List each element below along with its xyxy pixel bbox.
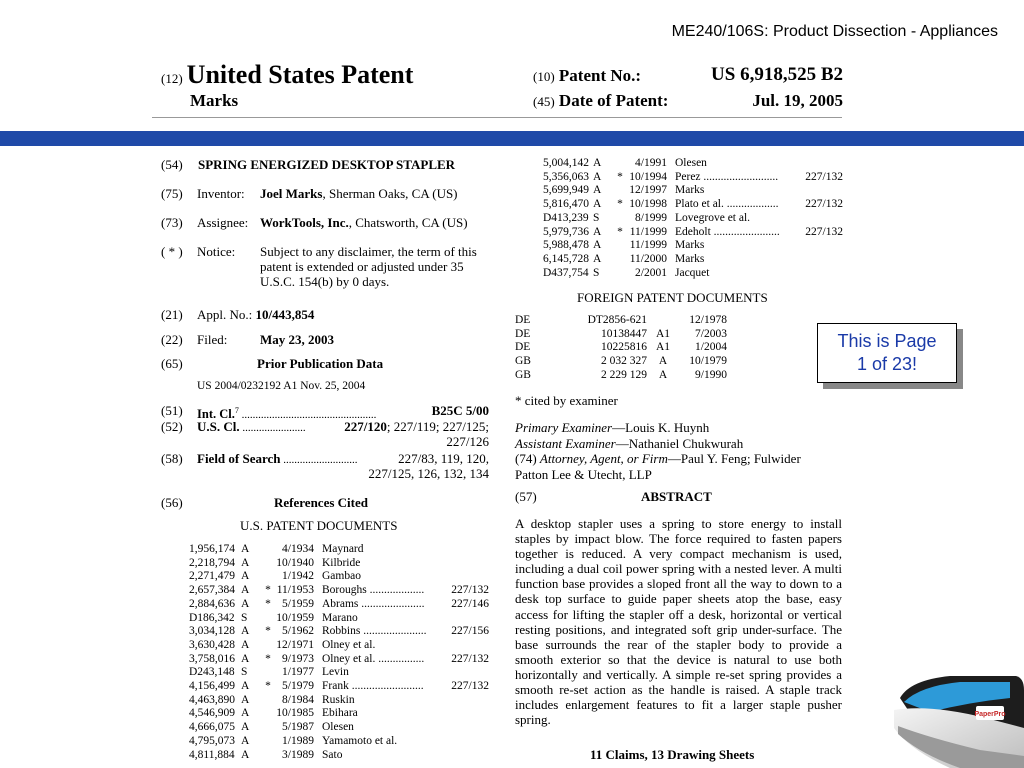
assignee-label: Assignee: — [197, 215, 249, 230]
ref-star — [615, 239, 625, 253]
ref-class — [434, 694, 489, 708]
ref-date: 10/1985 — [276, 707, 314, 720]
reference-row — [543, 212, 843, 226]
ref-number: 4,546,909 — [189, 707, 235, 720]
ref-kind: S — [593, 211, 600, 224]
foreign-kind: A1 — [655, 327, 671, 340]
ref-number: D437,754 — [543, 266, 589, 279]
ref-inventor: Perez .......................... — [675, 170, 779, 183]
foreign-number: 10225816 — [601, 341, 647, 354]
callout-line2: 1 of 23! — [856, 354, 918, 374]
ref-number: 5,356,063 — [543, 170, 589, 183]
ref-kind: A — [593, 198, 602, 211]
ref-star: * — [265, 625, 271, 638]
field-code: (75) — [161, 186, 183, 201]
notice-line: patent is extended or adjusted under 35 — [260, 259, 464, 274]
foreign-number: DT2856-621 — [587, 314, 647, 326]
page-callout — [817, 323, 957, 383]
ref-star — [263, 707, 273, 721]
ref-class — [788, 157, 843, 171]
patent-header-left — [161, 60, 413, 90]
int-cl-label: Int. Cl. — [197, 407, 235, 422]
ref-date: 11/1999 — [629, 225, 667, 238]
foreign-kind: A1 — [655, 341, 671, 354]
foreign-country: DE — [515, 327, 531, 340]
ref-star — [263, 543, 273, 557]
ref-kind: A — [241, 570, 250, 583]
ref-date: 10/1940 — [276, 556, 314, 569]
reference-row — [189, 721, 489, 735]
ref-star — [263, 694, 273, 708]
filed-label: Filed: — [197, 332, 228, 347]
stapler-image — [890, 668, 1024, 768]
course-title: ME240/106S: Product Dissection - Appliances — [671, 23, 998, 40]
reference-row — [543, 198, 843, 212]
ref-kind: A — [241, 556, 250, 569]
us-cl-primary: 227/120 — [344, 419, 387, 434]
ref-number: 2,218,794 — [189, 556, 235, 569]
ref-date: 5/1962 — [282, 625, 314, 638]
leader-dots: ................................................. — [238, 409, 377, 422]
ref-number: 5,816,470 — [543, 198, 589, 211]
foreign-country: GB — [515, 355, 531, 368]
foreign-country: DE — [515, 314, 531, 326]
foreign-date: 7/2003 — [695, 327, 727, 340]
int-cl-sup: 7 — [234, 406, 239, 415]
ref-inventor: Olney et al. — [322, 638, 376, 651]
attorney-line1: —Paul Y. Feng; Fulwider — [667, 451, 801, 466]
ref-number: 4,811,884 — [189, 748, 235, 761]
foreign-date: 10/1979 — [689, 355, 727, 368]
foreign-country: GB — [515, 368, 531, 381]
ref-number: 6,145,728 — [543, 252, 589, 265]
ref-date: 1/1942 — [282, 570, 314, 583]
ref-star — [615, 212, 625, 226]
ref-date: 12/1971 — [276, 638, 314, 651]
ref-date: 11/1953 — [276, 584, 314, 597]
ref-inventor: Kilbride — [322, 556, 361, 569]
reference-row — [543, 171, 843, 185]
notice — [161, 244, 491, 289]
us-cl-secondary: ; 227/119; 227/125; — [386, 419, 489, 434]
reference-row — [543, 157, 843, 171]
foreign-references-table — [515, 314, 727, 383]
ref-date: 10/1994 — [629, 170, 667, 183]
leader-dots: ........................... — [280, 454, 358, 466]
reference-row — [189, 653, 489, 667]
reference-row — [189, 557, 489, 571]
ref-kind: A — [241, 721, 250, 734]
ref-number: 3,034,128 — [189, 625, 235, 638]
filed-date: May 23, 2003 — [260, 332, 335, 347]
ref-kind: S — [241, 666, 248, 679]
ref-kind: A — [241, 734, 250, 747]
foreign-kind: A — [658, 355, 668, 368]
ref-inventor: Jacquet — [675, 266, 710, 279]
assignee-location: , Chatsworth, CA (US) — [348, 215, 468, 230]
foreign-date: 9/1990 — [695, 368, 727, 381]
ref-class: 227/132 — [451, 652, 489, 665]
ref-kind: A — [241, 638, 250, 651]
ref-date: 8/1984 — [282, 693, 314, 706]
ref-kind: A — [241, 584, 250, 597]
reference-row — [543, 239, 843, 253]
us-references-table-cont — [543, 157, 843, 280]
field-code: (52) — [161, 419, 183, 434]
reference-row — [515, 369, 727, 383]
ref-number: 3,758,016 — [189, 652, 235, 665]
ref-kind: A — [241, 707, 250, 720]
ref-number: 4,156,499 — [189, 680, 235, 693]
ref-date: 4/1991 — [635, 157, 667, 169]
ref-class: 227/156 — [451, 625, 489, 638]
ref-kind: A — [593, 184, 602, 197]
ref-inventor: Plato et al. .................. — [675, 198, 779, 211]
field-code: (56) — [161, 495, 183, 510]
ref-star — [263, 612, 273, 626]
ref-date: 9/1973 — [282, 652, 314, 665]
ref-star: * — [265, 597, 271, 610]
us-cl-line2: 227/126 — [446, 434, 489, 449]
ref-class — [434, 666, 489, 680]
ref-star — [263, 721, 273, 735]
ref-number: 5,988,478 — [543, 239, 589, 252]
field-75 — [161, 186, 491, 201]
ref-class — [434, 543, 489, 557]
header-divider — [152, 117, 842, 118]
ref-inventor: Olesen — [322, 721, 354, 734]
reference-row — [515, 341, 727, 355]
ref-kind: A — [241, 597, 250, 610]
reference-row — [515, 355, 727, 369]
patent-number: US 6,918,525 B2 — [711, 64, 843, 85]
reference-row — [543, 253, 843, 267]
reference-row — [189, 666, 489, 680]
field-21 — [161, 307, 491, 322]
ref-star — [263, 666, 273, 680]
inventor-label: Inventor: — [197, 186, 245, 201]
field-code: (73) — [161, 215, 183, 230]
ref-inventor: Olney et al. ................ — [322, 652, 425, 665]
ref-class — [788, 239, 843, 253]
foreign-date: 12/1978 — [689, 314, 727, 326]
ref-number: 2,657,384 — [189, 584, 235, 597]
ref-inventor: Lovegrove et al. — [675, 211, 751, 224]
ref-number: 5,699,949 — [543, 184, 589, 197]
ref-inventor: Sato — [322, 748, 343, 761]
ref-inventor: Edeholt ....................... — [675, 225, 780, 238]
ref-date: 1/1989 — [282, 734, 314, 747]
reference-row — [515, 328, 727, 342]
ref-kind: S — [593, 266, 600, 279]
ref-inventor: Ebihara — [322, 707, 358, 720]
us-cl-label: U.S. Cl. — [197, 419, 240, 434]
ref-date: 5/1987 — [282, 721, 314, 734]
search-line2: 227/125, 126, 132, 134 — [368, 466, 489, 481]
foreign-kind — [647, 314, 675, 328]
invention-title: SPRING ENERGIZED DESKTOP STAPLER — [198, 157, 456, 172]
prior-pub-value: US 2004/0232192 A1 Nov. 25, 2004 — [197, 380, 366, 392]
slide-band — [0, 131, 1024, 146]
ref-kind: A — [593, 170, 602, 183]
inventor-location: , Sherman Oaks, CA (US) — [322, 186, 458, 201]
reference-row — [189, 584, 489, 598]
field-51 — [161, 403, 489, 422]
ref-kind: A — [241, 748, 250, 761]
reference-row — [543, 226, 843, 240]
ref-number: D186,342 — [189, 611, 235, 624]
ref-number: D243,148 — [189, 666, 235, 679]
field-code: (22) — [161, 332, 183, 347]
assistant-examiner-label: Assistant Examiner — [515, 435, 616, 451]
field-code: (57) — [515, 489, 537, 504]
leader-dots: ....................... — [239, 422, 306, 434]
ref-kind: A — [593, 252, 602, 265]
field-56 — [161, 495, 489, 510]
ref-inventor: Marks — [675, 239, 705, 252]
assignee-name: WorkTools, Inc. — [260, 215, 349, 230]
ref-number: 4,666,075 — [189, 721, 235, 734]
prior-pub-title: Prior Publication Data — [257, 356, 384, 371]
ref-kind: A — [241, 693, 250, 706]
reference-row — [189, 707, 489, 721]
notice-line: Subject to any disclaimer, the term of this — [260, 244, 477, 259]
reference-row — [189, 570, 489, 584]
ref-class — [434, 707, 489, 721]
ref-inventor: Olesen — [675, 157, 707, 169]
claims-summary — [590, 747, 754, 762]
ref-date: 5/1979 — [282, 680, 314, 693]
reference-row — [543, 267, 843, 281]
ref-kind: A — [241, 680, 250, 693]
ref-star: * — [617, 170, 623, 183]
field-58 — [161, 451, 489, 481]
appl-number: 10/443,854 — [255, 307, 315, 322]
ref-number: D413,239 — [543, 211, 589, 224]
field-65 — [161, 356, 491, 371]
appl-label: Appl. No.: — [197, 307, 253, 322]
reference-row — [189, 598, 489, 612]
ref-class: 227/132 — [451, 584, 489, 597]
ref-class — [434, 612, 489, 626]
ref-star — [615, 267, 625, 281]
ref-class — [434, 557, 489, 571]
ref-inventor: Gambao — [322, 570, 361, 583]
claims-text: 11 Claims, 13 Drawing Sheets — [590, 747, 755, 762]
ref-star: * — [617, 198, 623, 211]
code-10: (10) — [533, 69, 555, 84]
ref-inventor: Marks — [675, 252, 705, 265]
field-code: (21) — [161, 307, 183, 322]
ref-kind: A — [593, 239, 602, 252]
ref-date: 12/1997 — [629, 184, 667, 197]
us-references-table — [189, 543, 489, 762]
ref-inventor: Boroughs ................... — [322, 584, 425, 597]
ref-number: 1,956,174 — [189, 543, 235, 555]
ref-number: 4,795,073 — [189, 734, 235, 747]
ref-kind: A — [241, 652, 250, 665]
ref-date: 3/1989 — [282, 748, 314, 761]
ref-star — [263, 749, 273, 763]
ref-star: * — [617, 225, 623, 238]
ref-class: 227/132 — [805, 198, 843, 211]
reference-row — [189, 694, 489, 708]
foreign-kind: A — [658, 368, 668, 381]
ref-number: 3,630,428 — [189, 638, 235, 651]
ref-date: 11/2000 — [629, 252, 667, 265]
us-docs-title: U.S. PATENT DOCUMENTS — [240, 518, 398, 533]
ref-class — [788, 212, 843, 226]
reference-row — [189, 612, 489, 626]
ref-kind: A — [241, 625, 250, 638]
ref-date: 8/1999 — [635, 211, 667, 224]
inventor-name: Joel Marks — [260, 186, 323, 201]
ref-date: 10/1959 — [276, 611, 314, 624]
field-52 — [161, 419, 489, 449]
foreign-date: 1/2004 — [695, 341, 727, 354]
references-title: References Cited — [274, 495, 368, 510]
ref-date: 5/1959 — [282, 597, 314, 610]
field-code: (65) — [161, 356, 183, 371]
reference-row — [515, 314, 727, 328]
ref-number: 2,271,479 — [189, 570, 235, 583]
ref-class — [788, 267, 843, 281]
field-73 — [161, 215, 491, 230]
reference-row — [189, 543, 489, 557]
ref-inventor: Marks — [675, 184, 705, 197]
ref-class — [434, 570, 489, 584]
search-line1: 227/83, 119, 120, — [398, 451, 489, 466]
field-22 — [161, 332, 491, 347]
field-54 — [161, 157, 456, 172]
ref-class — [434, 721, 489, 735]
ref-inventor: Ruskin — [322, 693, 355, 706]
code-45: (45) — [533, 94, 555, 109]
ref-inventor: Levin — [322, 666, 349, 679]
foreign-number: 2 032 327 — [601, 355, 647, 368]
field-code: (58) — [161, 451, 183, 466]
foreign-number: 10138447 — [601, 327, 647, 340]
patent-number-row — [533, 66, 843, 86]
ref-date: 11/1999 — [629, 239, 667, 252]
callout-line1: This is Page — [837, 331, 937, 351]
ref-date: 1/1977 — [282, 666, 314, 679]
ref-star — [615, 157, 625, 171]
ref-star — [263, 639, 273, 653]
ref-star: * — [265, 652, 271, 665]
ref-date: 10/1998 — [629, 198, 667, 211]
ref-class: 227/132 — [805, 225, 843, 238]
patent-number-label: Patent No.: — [558, 66, 642, 85]
reference-row — [189, 735, 489, 749]
stapler-logo: PaperPro — [974, 711, 1006, 718]
ref-star — [263, 735, 273, 749]
ref-number: 4,463,890 — [189, 693, 235, 706]
attorney-label: Attorney, Agent, or Firm — [539, 451, 668, 466]
ref-inventor: Robbins ...................... — [322, 625, 427, 638]
ref-star — [263, 557, 273, 571]
ref-inventor: Abrams ...................... — [322, 597, 425, 610]
ref-class: 227/146 — [451, 597, 489, 610]
ref-number: 5,979,736 — [543, 225, 589, 238]
field-code: (51) — [161, 403, 183, 418]
cited-by-examiner: * cited by examiner — [515, 393, 618, 408]
ref-star — [615, 253, 625, 267]
ref-class — [434, 639, 489, 653]
ref-inventor: Marano — [322, 611, 358, 624]
ref-star: * — [265, 680, 271, 693]
attorney-code: (74) — [515, 451, 540, 466]
abstract-header — [515, 489, 842, 504]
patent-date: Jul. 19, 2005 — [752, 91, 843, 110]
ref-number: 2,884,636 — [189, 597, 235, 610]
ref-kind: A — [593, 225, 602, 238]
abstract-text: A desktop stapler uses a spring to store energy to install staples by impact blow. The force required to fasten papers together is reduced. A very compact mechanism is used, including a dual coil power spring with a nested lever. A multi function base provides a sloped front all the way to down to a desk top surface to guide paper sheets atop the base, easy access for lifting the stapler off a desk, horizontal or vertical resting positions, and integrated soft grip under-surface. The base surrounds the rear of the stapler body to provide a smooth exterior so that the device is natural to use both horizontally and vertically. A simple re-set spring provides a smooth re-set action as the handle is raised. A staple track includes enlargement features to fit a larger staple pusher spring. — [515, 516, 842, 728]
ref-number: 5,004,142 — [543, 157, 589, 169]
ref-inventor: Yamamoto et al. — [322, 734, 398, 747]
notice-label: Notice: — [197, 244, 236, 259]
int-cl-value: B25C 5/00 — [431, 403, 489, 418]
ref-inventor: Maynard — [322, 543, 364, 555]
reference-row — [189, 749, 489, 763]
assistant-examiner-name: —Nathaniel Chukwurah — [615, 435, 744, 451]
code-12: (12) — [161, 71, 183, 86]
ref-inventor: Frank ......................... — [322, 680, 424, 693]
ref-class: 227/132 — [805, 170, 843, 183]
patent-title: United States Patent — [186, 60, 414, 89]
reference-row — [189, 680, 489, 694]
ref-class — [434, 735, 489, 749]
reference-row — [543, 184, 843, 198]
patent-date-label: Date of Patent: — [558, 91, 669, 110]
patent-date-row — [533, 91, 843, 111]
inventor-short: Marks — [190, 91, 239, 110]
foreign-number: 2 229 129 — [601, 368, 647, 381]
reference-row — [189, 639, 489, 653]
ref-class — [434, 749, 489, 763]
ref-star — [263, 570, 273, 584]
primary-examiner-label: Primary Examiner — [515, 420, 613, 435]
ref-star — [615, 184, 625, 198]
foreign-country: DE — [515, 341, 531, 354]
ref-star: * — [265, 584, 271, 597]
abstract-title: ABSTRACT — [641, 489, 712, 504]
ref-date: 4/1934 — [282, 543, 314, 555]
primary-examiner-name: —Louis K. Huynh — [612, 420, 710, 435]
notice-line: U.S.C. 154(b) by 0 days. — [260, 274, 390, 289]
ref-kind: S — [241, 611, 248, 624]
field-of-search-label: Field of Search — [197, 451, 281, 466]
ref-class — [788, 184, 843, 198]
ref-class — [788, 253, 843, 267]
ref-date: 2/2001 — [635, 266, 667, 279]
ref-kind: A — [593, 157, 602, 169]
reference-row — [189, 625, 489, 639]
field-code: ( * ) — [161, 244, 183, 259]
ref-class: 227/132 — [451, 680, 489, 693]
examiners — [515, 420, 842, 482]
field-code: (54) — [161, 157, 183, 172]
foreign-docs-title: FOREIGN PATENT DOCUMENTS — [577, 290, 768, 305]
ref-kind: A — [241, 543, 250, 555]
attorney-line2: Patton Lee & Utecht, LLP — [515, 466, 652, 482]
